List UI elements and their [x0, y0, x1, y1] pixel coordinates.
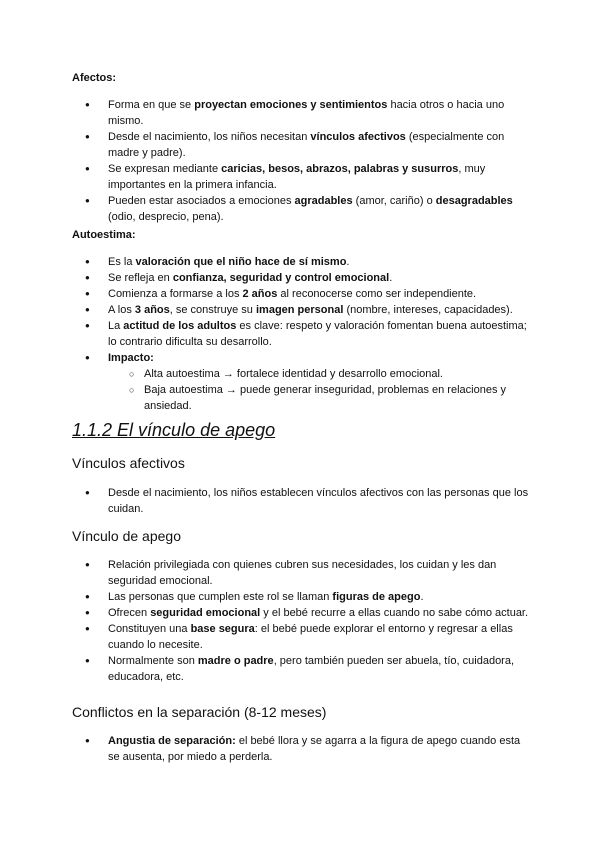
- list-item: ● Desde el nacimiento, los niños establecen vínculos afectivos con las personas que los cuidan.: [72, 485, 532, 517]
- vinculo-apego-heading: Vínculo de apego: [72, 528, 181, 544]
- list-item: ● Angustia de separación: el bebé llora y se agarra a la figura de apego cuando esta se ausenta, por miedo a perderla.: [72, 733, 532, 765]
- conflictos-list: [72, 733, 532, 765]
- list-item: ● Normalmente son madre o padre, pero también pueden ser abuela, tío, cuidadora, educadora, etc.: [72, 653, 532, 685]
- list-item: ● A los 3 años, se construye su imagen personal (nombre, intereses, capacidades).: [72, 302, 532, 318]
- sub-list-item: ○ Alta autoestima → fortalece identidad y desarrollo emocional.: [108, 366, 532, 382]
- list-item: ● Las personas que cumplen este rol se llaman figuras de apego.: [72, 589, 532, 605]
- afectos-list: [72, 97, 532, 225]
- conflictos-heading: Conflictos en la separación (8-12 meses): [72, 704, 327, 720]
- list-item: ● Ofrecen seguridad emocional y el bebé recurre a ellas cuando no sabe cómo actuar.: [72, 605, 532, 621]
- vinculos-afectivos-heading: Vínculos afectivos: [72, 455, 185, 471]
- list-item: ● Se expresan mediante caricias, besos, abrazos, palabras y susurros, muy importantes en la primera infancia.: [72, 161, 532, 193]
- list-item: ● Desde el nacimiento, los niños necesitan vínculos afectivos (especialmente con madre y padre).: [72, 129, 532, 161]
- autoestima-list: [72, 254, 532, 414]
- list-item: ● La actitud de los adultos es clave: respeto y valoración fomentan buena autoestima; lo contrario dificulta su desarrollo.: [72, 318, 532, 350]
- list-item: ● Se refleja en confianza, seguridad y control emocional.: [72, 270, 532, 286]
- afectos-label: Afectos:: [72, 72, 117, 84]
- vinculos-afectivos-list: [72, 485, 532, 517]
- list-item: ● Pueden estar asociados a emociones agradables (amor, cariño) o desagradables (odio, desprecio, pena).: [72, 193, 532, 225]
- section-title: 1.1.2 El vínculo de apego: [72, 420, 276, 440]
- list-item: ● Impacto: ○ Alta autoestima → fortalece identidad y desarrollo emocional. ○ Baja autoestima → puede generar inseguridad, problemas en relaciones y ansiedad.: [72, 350, 532, 414]
- list-item: ● Relación privilegiada con quienes cubren sus necesidades, los cuidan y les dan seguridad emocional.: [72, 557, 532, 589]
- vinculo-apego-list: [72, 557, 532, 685]
- list-item: ● Forma en que se proyectan emociones y sentimientos hacia otros o hacia uno mismo.: [72, 97, 532, 129]
- list-item: ● Comienza a formarse a los 2 años al reconocerse como ser independiente.: [72, 286, 532, 302]
- sub-list-item: ○ Baja autoestima → puede generar inseguridad, problemas en relaciones y ansiedad.: [108, 382, 532, 414]
- list-item: ● Constituyen una base segura: el bebé puede explorar el entorno y regresar a ellas cuando lo necesite.: [72, 621, 532, 653]
- impacto-sublist: [108, 366, 532, 414]
- list-item: ● Es la valoración que el niño hace de sí mismo.: [72, 254, 532, 270]
- autoestima-label: Autoestima:: [72, 229, 136, 241]
